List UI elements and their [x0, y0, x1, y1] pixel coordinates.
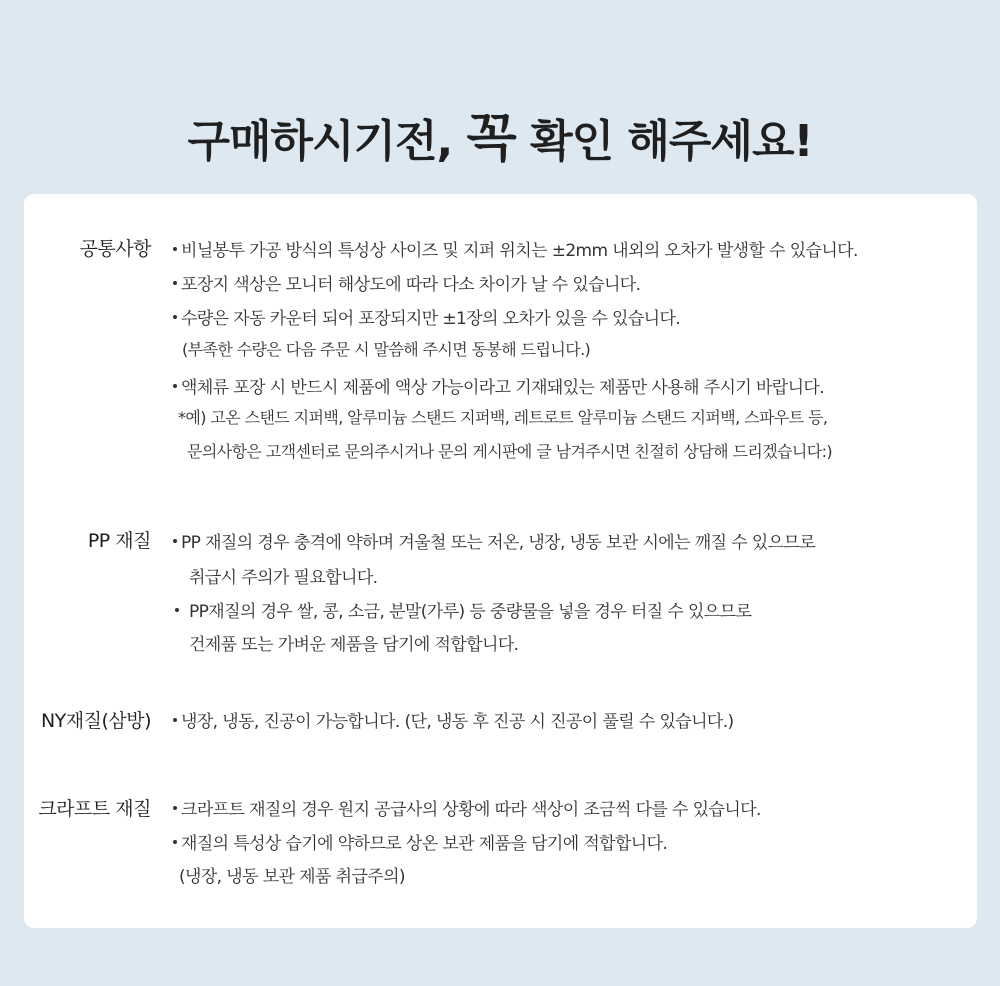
ny-line-1-text: 냉장, 냉동, 진공이 가능합니다. (단, 냉동 후 진공 시 진공이 풀릴 수 있습니다.): [181, 712, 734, 732]
bullet-icon: [173, 806, 177, 810]
common-line-5: [173, 373, 824, 398]
bullet-icon: [173, 718, 177, 722]
kraft-line-3: (냉장, 냉동 보관 제품 취급주의): [179, 867, 405, 887]
section-label-common: 공통사항: [79, 238, 151, 260]
bullet-icon: [173, 539, 177, 543]
section-label-kraft: 크라프트 재질: [38, 798, 151, 820]
kraft-line-2-text: 재질의 특성상 습기에 약하므로 상온 보관 제품을 담기에 적합합니다.: [181, 834, 668, 854]
bullet-icon: [173, 247, 177, 251]
common-line-2-text: 포장지 색상은 모니터 해상도에 따라 다소 차이가 날 수 있습니다.: [181, 275, 641, 295]
pp-line-3-text: PP재질의 경우 쌀, 콩, 소금, 분말(가루) 등 중량물을 넣을 경우 터질 수 있으므로: [189, 602, 752, 622]
kraft-line-1-text: 크라프트 재질의 경우 원지 공급사의 상황에 따라 색상이 조금씩 다를 수 있습니다.: [181, 800, 761, 820]
section-label-ny: NY재질(삼방): [40, 710, 151, 732]
common-line-1: [173, 236, 858, 261]
common-line-3: [173, 304, 680, 329]
page-title: [0, 96, 1000, 171]
pp-line-4: 건제품 또는 가벼운 제품을 담기에 적합합니다.: [189, 635, 519, 655]
pp-line-1: [173, 528, 815, 553]
common-line-2: [173, 270, 640, 295]
title-suffix: 확인 해주세요!: [515, 116, 813, 167]
kraft-line-1: [173, 795, 761, 820]
title-prefix: 구매하시기전,: [187, 116, 467, 167]
common-line-1-text: 비닐봉투 가공 방식의 특성상 사이즈 및 지퍼 위치는 ±2mm 내외의 오차가 발생할 수 있습니다.: [181, 241, 858, 261]
bullet-icon: [173, 281, 177, 285]
common-line-7: 문의사항은 고객센터로 문의주시거나 문의 게시판에 글 남겨주시면 친절히 상담해 드리겠습니다:): [187, 442, 833, 461]
section-label-pp: PP 재질: [87, 530, 151, 552]
pp-line-2: 취급시 주의가 필요합니다.: [189, 568, 378, 588]
pp-line-1-text: PP 재질의 경우 충격에 약하며 겨울철 또는 저온, 냉장, 냉동 보관 시에는 깨질 수 있으므로: [181, 533, 816, 553]
ny-line-1: [173, 707, 734, 732]
kraft-line-2: [173, 829, 667, 854]
notice-card: [24, 194, 977, 928]
pp-line-3: [175, 597, 751, 622]
title-emphasis: 꼭: [466, 109, 516, 169]
common-line-6: *예) 고온 스탠드 지퍼백, 알루미늄 스탠드 지퍼백, 레트로트 알루미늄 스탠드 지퍼백, 스파우트 등,: [178, 408, 828, 427]
bullet-icon: [173, 315, 177, 319]
bullet-icon: [173, 384, 177, 388]
bullet-icon: [173, 840, 177, 844]
common-line-3-text: 수량은 자동 카운터 되어 포장되지만 ±1장의 오차가 있을 수 있습니다.: [181, 309, 681, 329]
common-line-4: (부족한 수량은 다음 주문 시 말씀해 주시면 동봉해 드립니다.): [182, 340, 591, 359]
bullet-icon: [175, 608, 179, 612]
common-line-5-text: 액체류 포장 시 반드시 제품에 액상 가능이라고 기재돼있는 제품만 사용해 주시기 바랍니다.: [181, 378, 825, 398]
